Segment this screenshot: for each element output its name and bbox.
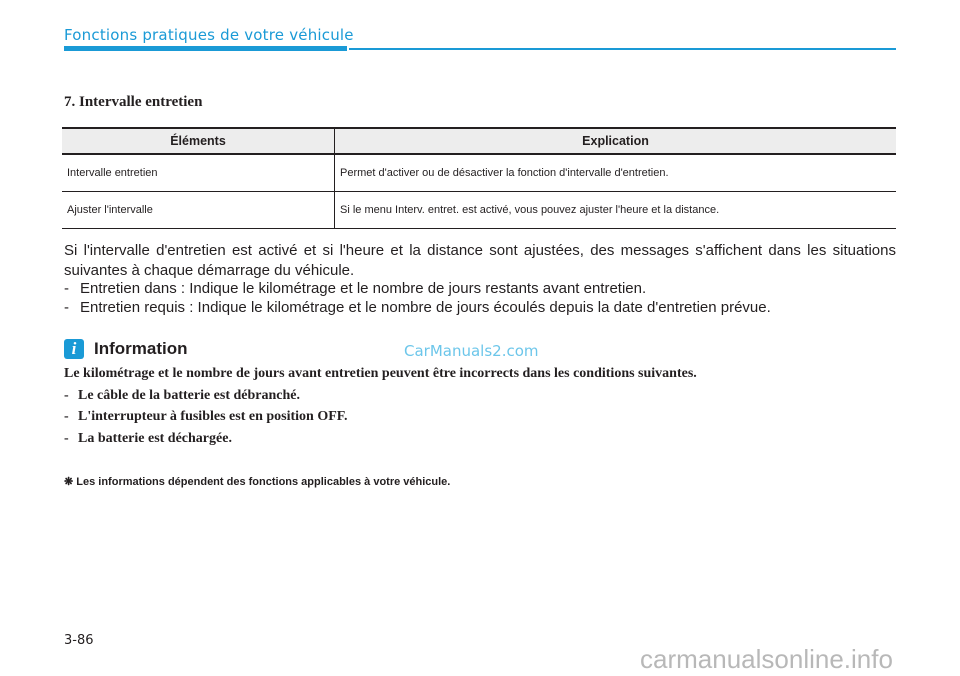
info-bullet-text: La batterie est déchargée. — [78, 431, 232, 446]
header-rule-thin — [349, 48, 896, 50]
bullet-dash: - — [64, 280, 69, 297]
bullet-text: Entretien dans : Indique le kilométrage et le nombre de jours restants avant entretien. — [80, 280, 647, 297]
body-paragraph: Si l'intervalle d'entretien est activé et si l'heure et la distance sont ajustées, des messages s'affichent dans les situations suivantes à chaque démarrage du véhicule. — [64, 242, 896, 279]
section-header-title: Fonctions pratiques de votre véhicule — [64, 26, 354, 44]
column-header-elements: Éléments — [62, 128, 335, 154]
table-cell-explanation: Si le menu Interv. entret. est activé, vous pouvez ajuster l'heure et la distance. — [335, 192, 897, 229]
info-icon: i — [64, 339, 84, 359]
table-row — [62, 192, 896, 229]
footnote: ❋ Les informations dépendent des fonctions applicables à votre véhicule. — [64, 476, 451, 488]
bullet-dash: - — [64, 299, 69, 316]
column-header-explanation: Explication — [335, 128, 897, 154]
info-bullet — [64, 431, 232, 447]
bullet-text: Entretien requis : Indique le kilométrage et le nombre de jours écoulés depuis la date d'entretien prévue. — [80, 299, 771, 316]
bullet-dash: - — [64, 388, 69, 403]
info-bullet-text: L'interrupteur à fusibles est en position OFF. — [78, 409, 348, 424]
info-bullet-text: Le câble de la batterie est débranché. — [78, 388, 301, 403]
table-cell-element: Ajuster l'intervalle — [62, 192, 335, 229]
table-cell-explanation: Permet d'activer ou de désactiver la fonction d'intervalle d'entretien. — [335, 154, 897, 192]
table-cell-element: Intervalle entretien — [62, 154, 335, 192]
body-bullet — [64, 299, 771, 316]
header-rule-thick — [64, 46, 347, 51]
bullet-dash: - — [64, 409, 69, 424]
info-text: Le kilométrage et le nombre de jours avant entretien peuvent être incorrects dans les conditions suivantes. — [64, 366, 697, 381]
page-number: 3-86 — [64, 633, 94, 648]
table-row — [62, 154, 896, 192]
info-title: Information — [94, 339, 188, 358]
body-bullet — [64, 280, 646, 297]
bullet-dash: - — [64, 431, 69, 446]
settings-table — [62, 127, 896, 229]
info-bullet — [64, 409, 348, 425]
watermark-carmanuals2: CarManuals2.com — [404, 342, 539, 360]
section-title: 7. Intervalle entretien — [64, 94, 203, 110]
info-bullet — [64, 388, 300, 404]
table-header-row — [62, 128, 896, 154]
footer-watermark: carmanualsonline.info — [640, 644, 893, 674]
